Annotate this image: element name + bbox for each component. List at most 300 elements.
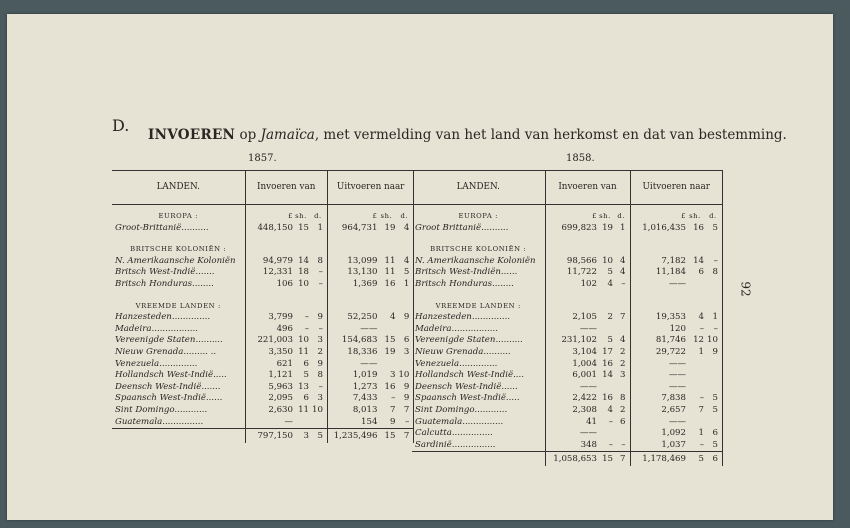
total-export-pounds: 1,178,469 xyxy=(630,452,686,466)
section-row xyxy=(112,244,414,256)
import-pence: 2 xyxy=(613,405,630,417)
import-pounds: 621 xyxy=(276,358,293,369)
country-cell xyxy=(112,312,245,324)
export-shillings: 16 xyxy=(384,278,396,289)
import-shillings: 15 xyxy=(298,222,309,233)
country-name: Groot-Brittanië xyxy=(115,222,182,233)
country-cell xyxy=(412,335,545,347)
import-pence: – xyxy=(309,279,327,291)
leader-dots: ............... xyxy=(162,416,204,427)
import-shillings: 14 xyxy=(602,370,613,381)
table-row xyxy=(112,223,414,235)
import-pence xyxy=(613,324,630,336)
export-pence: 3 xyxy=(395,347,413,359)
import-pounds: —— xyxy=(579,323,597,334)
country-cell xyxy=(412,440,545,452)
country-name: Spaansch West-Indië xyxy=(115,393,206,404)
export-pence: 5 xyxy=(704,393,722,405)
import-shillings: 16 xyxy=(602,393,613,404)
export-pence xyxy=(704,359,722,371)
country-cell xyxy=(412,279,545,291)
table-row xyxy=(412,324,722,336)
export-pence: 1 xyxy=(395,279,413,291)
import-pence: – xyxy=(309,267,327,279)
import-pence: – xyxy=(309,324,327,336)
export-pounds: 120 xyxy=(669,323,686,334)
export-pounds: 2,657 xyxy=(661,404,686,415)
export-shillings: 11 xyxy=(384,267,396,278)
export-pounds: —— xyxy=(668,278,686,289)
import-pence: – xyxy=(309,382,327,394)
export-pence: 5 xyxy=(704,440,722,452)
section-row xyxy=(412,301,722,313)
import-pence: 8 xyxy=(613,393,630,405)
country-name: Hollandsch West-Indië xyxy=(115,370,214,381)
country-name: Madeira xyxy=(415,323,452,334)
import-pounds: 1,121 xyxy=(268,370,293,381)
export-pounds: 8,013 xyxy=(352,404,378,415)
export-pounds: —— xyxy=(668,358,686,369)
leader-dots: ............... xyxy=(451,428,493,439)
import-shillings: 10 xyxy=(602,255,613,266)
import-pounds: 496 xyxy=(276,323,293,334)
table-row xyxy=(412,405,722,417)
country-name: Deensch West-Indië xyxy=(415,381,502,392)
country-cell xyxy=(412,405,545,417)
country-cell xyxy=(412,256,545,268)
country-name: Guatemala xyxy=(115,416,163,427)
country-cell xyxy=(112,335,245,347)
export-pence: 7 xyxy=(395,405,413,417)
unit-pound: £ xyxy=(592,212,597,220)
country-cell xyxy=(112,279,245,291)
import-pounds: —— xyxy=(579,381,597,392)
table-row xyxy=(412,335,722,347)
country-name: Madeira xyxy=(115,323,152,334)
import-shillings: 10 xyxy=(298,335,309,346)
import-shillings: – xyxy=(304,312,309,323)
section-title: EUROPA : xyxy=(112,211,245,223)
leader-dots: ....... xyxy=(195,267,215,278)
import-shillings xyxy=(597,382,613,394)
unit-sh: sh. xyxy=(295,212,307,220)
title-italic: Jamaïca xyxy=(260,127,315,143)
country-cell xyxy=(112,324,245,336)
total-import-shillings: 3 xyxy=(293,429,309,443)
country-cell xyxy=(112,256,245,268)
import-shillings: 2 xyxy=(607,312,613,323)
table-row xyxy=(112,335,414,347)
leader-dots: ............ xyxy=(474,404,508,415)
export-shillings xyxy=(686,359,704,371)
country-name: Britsch West-Indiën xyxy=(415,267,501,278)
import-pence: 4 xyxy=(613,267,630,279)
unit-pound: £ xyxy=(288,212,293,220)
export-pounds: 18,336 xyxy=(347,346,378,357)
import-pounds: 2,308 xyxy=(572,404,597,415)
section-row xyxy=(412,211,722,223)
import-shillings: 4 xyxy=(607,404,613,415)
import-shillings: 11 xyxy=(298,346,309,357)
total-import-pence: 5 xyxy=(309,429,327,443)
country-cell xyxy=(112,223,245,235)
export-pounds: 154 xyxy=(361,416,378,427)
total-export-shillings: 5 xyxy=(686,452,704,466)
import-pence: 2 xyxy=(309,347,327,359)
country-cell xyxy=(412,223,545,235)
total-export-pence: 7 xyxy=(395,429,413,443)
country-name: Vereenigde Staten xyxy=(415,335,496,346)
export-pounds: —— xyxy=(668,416,686,427)
export-shillings: 7 xyxy=(698,404,704,415)
import-shillings: 6 xyxy=(303,358,309,369)
leader-dots: .......... xyxy=(195,335,223,346)
section-row xyxy=(112,301,414,313)
export-shillings: 4 xyxy=(389,312,396,323)
leader-dots: ........ xyxy=(492,278,514,289)
import-shillings xyxy=(597,324,613,336)
export-pence: 9 xyxy=(704,347,722,359)
import-pounds: 231,102 xyxy=(561,335,597,346)
import-pounds: 5,963 xyxy=(268,381,293,392)
leader-dots: .............. xyxy=(459,358,498,369)
country-cell xyxy=(112,417,245,429)
export-pounds: 7,182 xyxy=(661,255,686,266)
country-cell xyxy=(412,370,545,382)
export-pounds: 1,016,435 xyxy=(642,222,686,233)
export-shillings: – xyxy=(699,439,704,450)
import-pounds: 12,331 xyxy=(262,267,293,278)
leader-dots: .......... xyxy=(181,222,209,233)
export-shillings: 1 xyxy=(698,346,704,357)
country-cell xyxy=(412,382,545,394)
table-row xyxy=(412,312,722,324)
import-shillings: – xyxy=(608,416,613,427)
export-pounds: 13,099 xyxy=(347,255,378,266)
unit-d: d. xyxy=(613,211,630,223)
year-right: 1858. xyxy=(566,153,595,164)
import-pounds: — xyxy=(284,416,293,427)
page-number: 92 xyxy=(738,281,753,297)
unit-sh: sh. xyxy=(380,212,393,220)
import-pence: 1 xyxy=(613,223,630,235)
header-invoeren: Invoeren van xyxy=(545,171,630,205)
table-row xyxy=(112,370,414,382)
table-row xyxy=(112,267,414,279)
country-name: Vereenigde Staten xyxy=(115,335,196,346)
table-row xyxy=(112,312,414,324)
import-shillings xyxy=(597,428,613,440)
import-pence: 1 xyxy=(309,223,327,235)
export-shillings: 3 xyxy=(389,370,396,381)
country-name: Calcutta xyxy=(415,428,452,439)
import-pounds: 2,105 xyxy=(572,312,597,323)
table-row xyxy=(412,279,722,291)
export-shillings: – xyxy=(699,323,704,334)
country-cell xyxy=(412,359,545,371)
table-row xyxy=(112,279,414,291)
export-shillings: 19 xyxy=(384,346,396,357)
country-cell xyxy=(112,359,245,371)
country-cell xyxy=(412,347,545,359)
import-pounds: 6,001 xyxy=(572,370,597,381)
country-name: N. Amerikaansche Koloniën xyxy=(415,255,536,266)
import-pence: 2 xyxy=(613,347,630,359)
section-title: EUROPA : xyxy=(412,211,545,223)
export-pence: – xyxy=(704,256,722,268)
leader-dots: ................. xyxy=(151,323,198,334)
export-pounds: 964,731 xyxy=(341,222,378,233)
leader-dots: ......... .. xyxy=(183,346,217,357)
total-import-pounds: 1,058,653 xyxy=(545,452,597,466)
export-pence: – xyxy=(395,417,413,429)
import-shillings: – xyxy=(608,439,613,450)
country-name: Venezuela xyxy=(415,358,460,369)
export-pounds: 13,130 xyxy=(347,267,378,278)
section-row xyxy=(112,211,414,223)
export-pounds: 1,019 xyxy=(352,370,378,381)
import-pence: 8 xyxy=(309,256,327,268)
leader-dots: ...... xyxy=(205,393,223,404)
table-row xyxy=(112,359,414,371)
country-cell xyxy=(412,393,545,405)
total-import-pounds: 797,150 xyxy=(245,429,293,443)
export-pence: 6 xyxy=(395,335,413,347)
export-pounds: 29,722 xyxy=(655,346,686,357)
country-name: Spaansch West-Indië xyxy=(415,393,506,404)
import-pounds: 221,003 xyxy=(257,335,293,346)
import-pence xyxy=(613,382,630,394)
section-title: BRITSCHE KOLONIËN : xyxy=(112,244,245,256)
unit-pound: £ xyxy=(681,212,686,220)
header-uitvoeren: Uitvoeren naar xyxy=(327,171,413,205)
table-row xyxy=(412,440,722,452)
export-shillings: 16 xyxy=(384,381,396,392)
import-pounds: 102 xyxy=(580,278,597,289)
unit-sh: sh. xyxy=(599,212,611,220)
table-row xyxy=(412,347,722,359)
import-pounds: 3,104 xyxy=(572,346,597,357)
import-shillings: – xyxy=(304,323,309,334)
section-row xyxy=(412,244,722,256)
country-name: Venezuela xyxy=(115,358,160,369)
export-pence: 4 xyxy=(395,223,413,235)
import-shillings xyxy=(293,417,309,429)
table-row xyxy=(112,405,414,417)
import-pounds: 1,004 xyxy=(572,358,597,369)
export-pounds: 1,092 xyxy=(661,428,686,439)
country-name: Sint Domingo xyxy=(115,404,175,415)
export-shillings: 11 xyxy=(384,255,396,266)
table-title xyxy=(148,127,787,143)
export-pence: 4 xyxy=(395,256,413,268)
import-shillings: 6 xyxy=(303,393,309,404)
import-shillings: 5 xyxy=(303,370,309,381)
country-name: Deensch West-Indië xyxy=(115,381,202,392)
country-name: N. Amerikaansche Koloniën xyxy=(115,255,236,266)
export-pounds: 81,746 xyxy=(655,335,686,346)
import-pounds: 2,095 xyxy=(268,393,293,404)
import-shillings: 4 xyxy=(607,278,613,289)
total-label-empty xyxy=(412,452,545,466)
leader-dots: .............. xyxy=(159,358,198,369)
import-pounds: —— xyxy=(579,428,597,439)
country-name: Nieuw Grenada xyxy=(115,346,184,357)
table-row xyxy=(412,223,722,235)
country-cell xyxy=(112,370,245,382)
import-pounds: 11,722 xyxy=(566,267,597,278)
export-pounds: 7,433 xyxy=(352,393,378,404)
country-cell xyxy=(412,428,545,440)
import-shillings: 5 xyxy=(607,335,613,346)
export-pence: 9 xyxy=(395,312,413,324)
export-shillings: 1 xyxy=(698,428,704,439)
export-shillings xyxy=(686,382,704,394)
import-pence: – xyxy=(613,279,630,291)
import-shillings: 13 xyxy=(298,381,309,392)
import-shillings: 16 xyxy=(602,358,613,369)
leader-dots: ........ xyxy=(192,278,214,289)
export-pence: 5 xyxy=(395,267,413,279)
unit-d: d. xyxy=(704,211,722,223)
total-import-shillings: 15 xyxy=(597,452,613,466)
import-pence: 2 xyxy=(613,359,630,371)
country-name: Hollandsch West-Indië xyxy=(415,370,514,381)
title-op: op xyxy=(239,127,257,143)
table-row xyxy=(412,256,722,268)
import-pounds: 448,150 xyxy=(257,222,293,233)
export-pounds: —— xyxy=(668,370,686,381)
country-name: Guatemala xyxy=(415,416,463,427)
import-shillings: 17 xyxy=(602,346,613,357)
country-name: Hanzesteden xyxy=(115,312,172,323)
total-export-pounds: 1,235,496 xyxy=(327,429,377,443)
leader-dots: ...... xyxy=(500,267,518,278)
country-cell xyxy=(112,405,245,417)
export-pounds: 7,838 xyxy=(661,393,686,404)
import-pounds: 106 xyxy=(276,278,293,289)
export-pounds: 19,353 xyxy=(655,312,686,323)
table-row xyxy=(412,428,722,440)
import-shillings: 14 xyxy=(298,255,309,266)
export-shillings: 9 xyxy=(389,416,396,427)
import-pounds: 98,566 xyxy=(566,255,597,266)
total-import-pence: 7 xyxy=(613,452,630,466)
import-pence: 7 xyxy=(613,312,630,324)
header-invoeren: Invoeren van xyxy=(245,171,327,205)
table-row xyxy=(112,393,414,405)
import-pence xyxy=(309,417,327,429)
section-title: VREEMDE LANDEN : xyxy=(412,301,545,313)
country-name: Hanzesteden xyxy=(415,312,472,323)
leader-dots: .............. xyxy=(471,312,511,323)
import-pounds: 41 xyxy=(586,416,597,427)
table-row xyxy=(112,347,414,359)
total-export-shillings: 15 xyxy=(377,429,395,443)
export-pounds: —— xyxy=(668,381,686,392)
export-pence xyxy=(704,370,722,382)
import-shillings: 10 xyxy=(298,278,309,289)
export-pounds: 1,369 xyxy=(352,278,378,289)
export-shillings xyxy=(377,324,395,336)
table-1857 xyxy=(112,170,414,443)
import-pence: 3 xyxy=(613,370,630,382)
export-shillings: – xyxy=(391,393,396,404)
import-pence: 9 xyxy=(309,312,327,324)
import-pence: 3 xyxy=(309,393,327,405)
export-shillings xyxy=(377,359,395,371)
table-row xyxy=(112,256,414,268)
title-rest: , met vermelding van het land van herkomst en dat van bestemming. xyxy=(314,127,787,143)
leader-dots: ............... xyxy=(462,416,504,427)
import-pounds: 348 xyxy=(580,439,597,450)
leader-dots: .............. xyxy=(171,312,211,323)
title-bold: INVOEREN xyxy=(148,127,236,143)
import-shillings: 18 xyxy=(298,267,309,278)
import-pounds: 3,350 xyxy=(268,346,293,357)
leader-dots: ..... xyxy=(505,393,520,404)
table-row xyxy=(412,417,722,429)
export-shillings: 12 xyxy=(693,335,704,346)
export-pence: 10 xyxy=(395,370,413,382)
export-shillings: 14 xyxy=(693,255,704,266)
leader-dots: .......... xyxy=(481,222,509,233)
leader-dots: ................ xyxy=(451,439,496,450)
export-pence xyxy=(704,279,722,291)
unit-d: d. xyxy=(309,211,327,223)
table-row xyxy=(412,370,722,382)
country-name: Britsch Honduras xyxy=(415,278,492,289)
table-row xyxy=(112,382,414,394)
total-row xyxy=(412,452,722,466)
export-pounds: 1,273 xyxy=(352,381,378,392)
export-pence: 6 xyxy=(704,428,722,440)
export-shillings: 15 xyxy=(384,335,396,346)
header-uitvoeren: Uitvoeren naar xyxy=(630,171,722,205)
header-landen: LANDEN. xyxy=(412,171,545,205)
import-pence: 9 xyxy=(309,359,327,371)
table-row xyxy=(412,359,722,371)
header-landen: LANDEN. xyxy=(112,171,245,205)
export-pence: 9 xyxy=(395,382,413,394)
country-cell xyxy=(112,382,245,394)
country-name: Sardinië xyxy=(415,439,452,450)
import-pence: 8 xyxy=(309,370,327,382)
export-pounds: 52,250 xyxy=(347,312,378,323)
table-row xyxy=(112,417,414,429)
table-row xyxy=(112,324,414,336)
import-pence: 4 xyxy=(613,256,630,268)
total-label-empty xyxy=(112,429,245,443)
leader-dots: ..... xyxy=(213,370,227,381)
leader-dots: .......... xyxy=(483,346,511,357)
leader-dots: ....... xyxy=(201,381,221,392)
country-cell xyxy=(412,267,545,279)
total-export-pence: 6 xyxy=(704,452,722,466)
import-pence: 6 xyxy=(613,417,630,429)
leader-dots: .... xyxy=(513,370,525,381)
import-shillings: 11 xyxy=(298,404,309,415)
export-shillings xyxy=(686,370,704,382)
leader-dots: ............ xyxy=(174,404,208,415)
country-name: Sint Domingo xyxy=(415,404,475,415)
import-shillings: 19 xyxy=(602,222,613,233)
export-shillings: 6 xyxy=(698,267,704,278)
country-name: Nieuw Grenada xyxy=(415,346,484,357)
unit-sh: sh. xyxy=(689,212,701,220)
export-shillings xyxy=(686,279,704,291)
country-cell xyxy=(112,393,245,405)
